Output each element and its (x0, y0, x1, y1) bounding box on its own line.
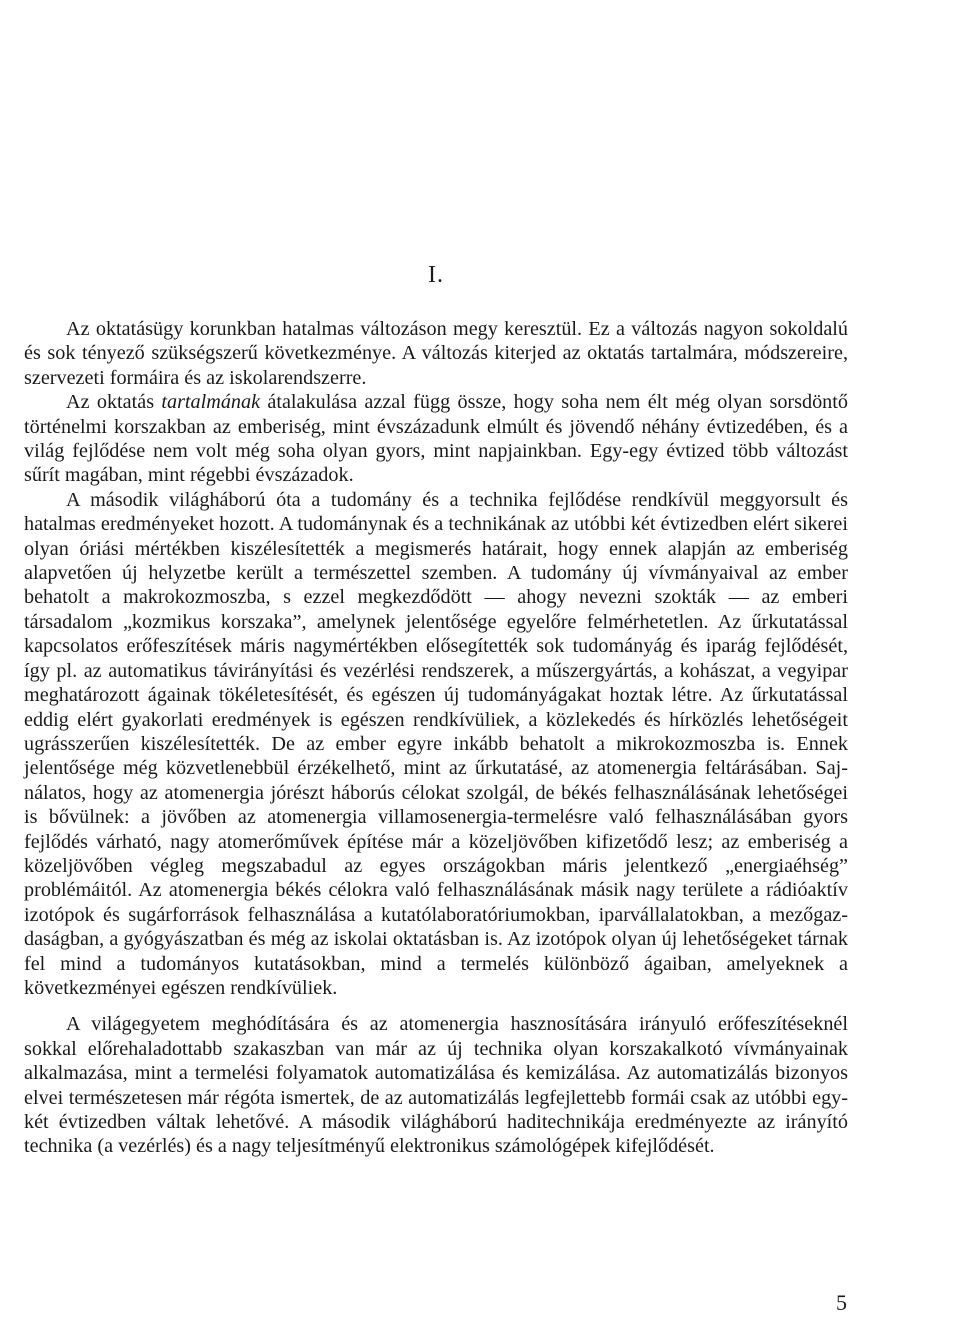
paragraph-2-lead: Az oktatás (66, 391, 162, 414)
page-number: 5 (836, 1290, 847, 1315)
paragraph-4: A világegyetem meghódítására és az atomenergia hasznosítására irányuló erőfeszítéseknél sokkal előrehaladottabb szakaszban van már az új technika olyan korszakalkotó vívmányainak alkalmazása, mint a termelési folyamatok automatizálása és kemizálása. Az automatizálás bizonyos elvei természetesen már régóta ismertek, de az automatizálás legfejlettebb formái csak az utóbbi egy-két évtizedben váltak lehetővé. A második világháború haditechnikája eredményezte az irányító technika (a vezérlés) és a nagy teljesítményű elektronikus számológépek kifejlődését. (24, 1013, 848, 1158)
paragraph-2 (24, 390, 848, 488)
book-page (24, 0, 848, 1332)
paragraph-2-emphasis: tartalmának (161, 391, 261, 414)
body-text (24, 317, 848, 1159)
paragraph-2-rest: átalakulása azzal függ össze, hogy soha nem élt még olyan sorsdöntő történelmi korszakban az emberiség, mint évszázadunk elmúlt és jövendő néhány évtizedében, és a világ fejlődése nem volt még soha olyan gyors, mint napjainkban. Egy-egy évtized több változást sűrít magában, mint régebbi évszázadok. (24, 391, 848, 487)
paragraph-3: A második világháború óta a tudomány és a technika fejlődése rendkívül meggyorsult és hatalmas eredményeket hozott. A tudománynak és a technikának az utóbbi két évtizedben elért sikerei olyan óriási mértékben kiszélesítették a megismerés határait, hogy ennek alapján az emberiség alapvetően új helyzetbe került a természettel szemben. A tudomány új vívmányaival az ember behatolt a makrokozmoszba, s ezzel megkezdődött — ahogy nevezni szokták — az emberi társadalom „kozmikus korszaka”, amelynek jelentősége egyelőre felmérhetetlen. Az űrkutatással kapcsolatos erőfeszítések máris nagymértékben elősegítették sok tudományág és iparág fejlődését, így pl. az automatikus távirányítási és vezérlési rendszerek, a műszergyártás, a kohászat, a vegyipar meghatározott ágainak tökéletesítését, és egészen új tudományágakat hoztak létre. Az űrkutatással eddig elért gyakorlati eredmények is egészen rendkívüliek, a közlekedés és hírközlés lehetőségeit ugrásszerűen kiszélesítették. De az ember egyre inkább behatolt a mikrokozmoszba is. Ennek jelentősége még közvetlenebbül érzékelhető, mint az űrkutatásé, az atomenergia feltárásában. Sajnálatos, hogy az atomenergia jórészt háborús célokat szolgál, de békés felhasználásának lehetőségei is bővülnek: a jövőben az atomenergia villamosenergia-termelésre való felhasználásában gyors fejlődés várható, nagy atomerőművek építése már a közeljövőben kifizetődő lesz; az emberiség a közeljövőben végleg megszabadul az egyes országokban máris jelentkező „energiaéhség” problémáitól. Az atomenergia békés célokra való felhasználásának másik nagy területe a rádióaktív izotópok és sugárforrások felhasználása a kutatólaboratóriumokban, iparvállalatokban, a mezőgazdaságban, a gyógyászatban és még az iskolai oktatásban is. Az izotópok olyan új lehetőségeket tárnak fel mind a tudományos kutatásokban, mind a termelés különböző ágaiban, amelyeknek a következményei egészen rendkívüliek. (24, 488, 848, 999)
paragraph-1: Az oktatásügy korunkban hatalmas változáson megy keresztül. Ez a változás nagyon sokoldalú és sok tényező szükségszerű következménye. A változás kiterjed az oktatás tartalmára, módszereire, szervezeti formáira és az iskolarendszerre. (24, 318, 848, 389)
chapter-number: I. (428, 262, 444, 288)
